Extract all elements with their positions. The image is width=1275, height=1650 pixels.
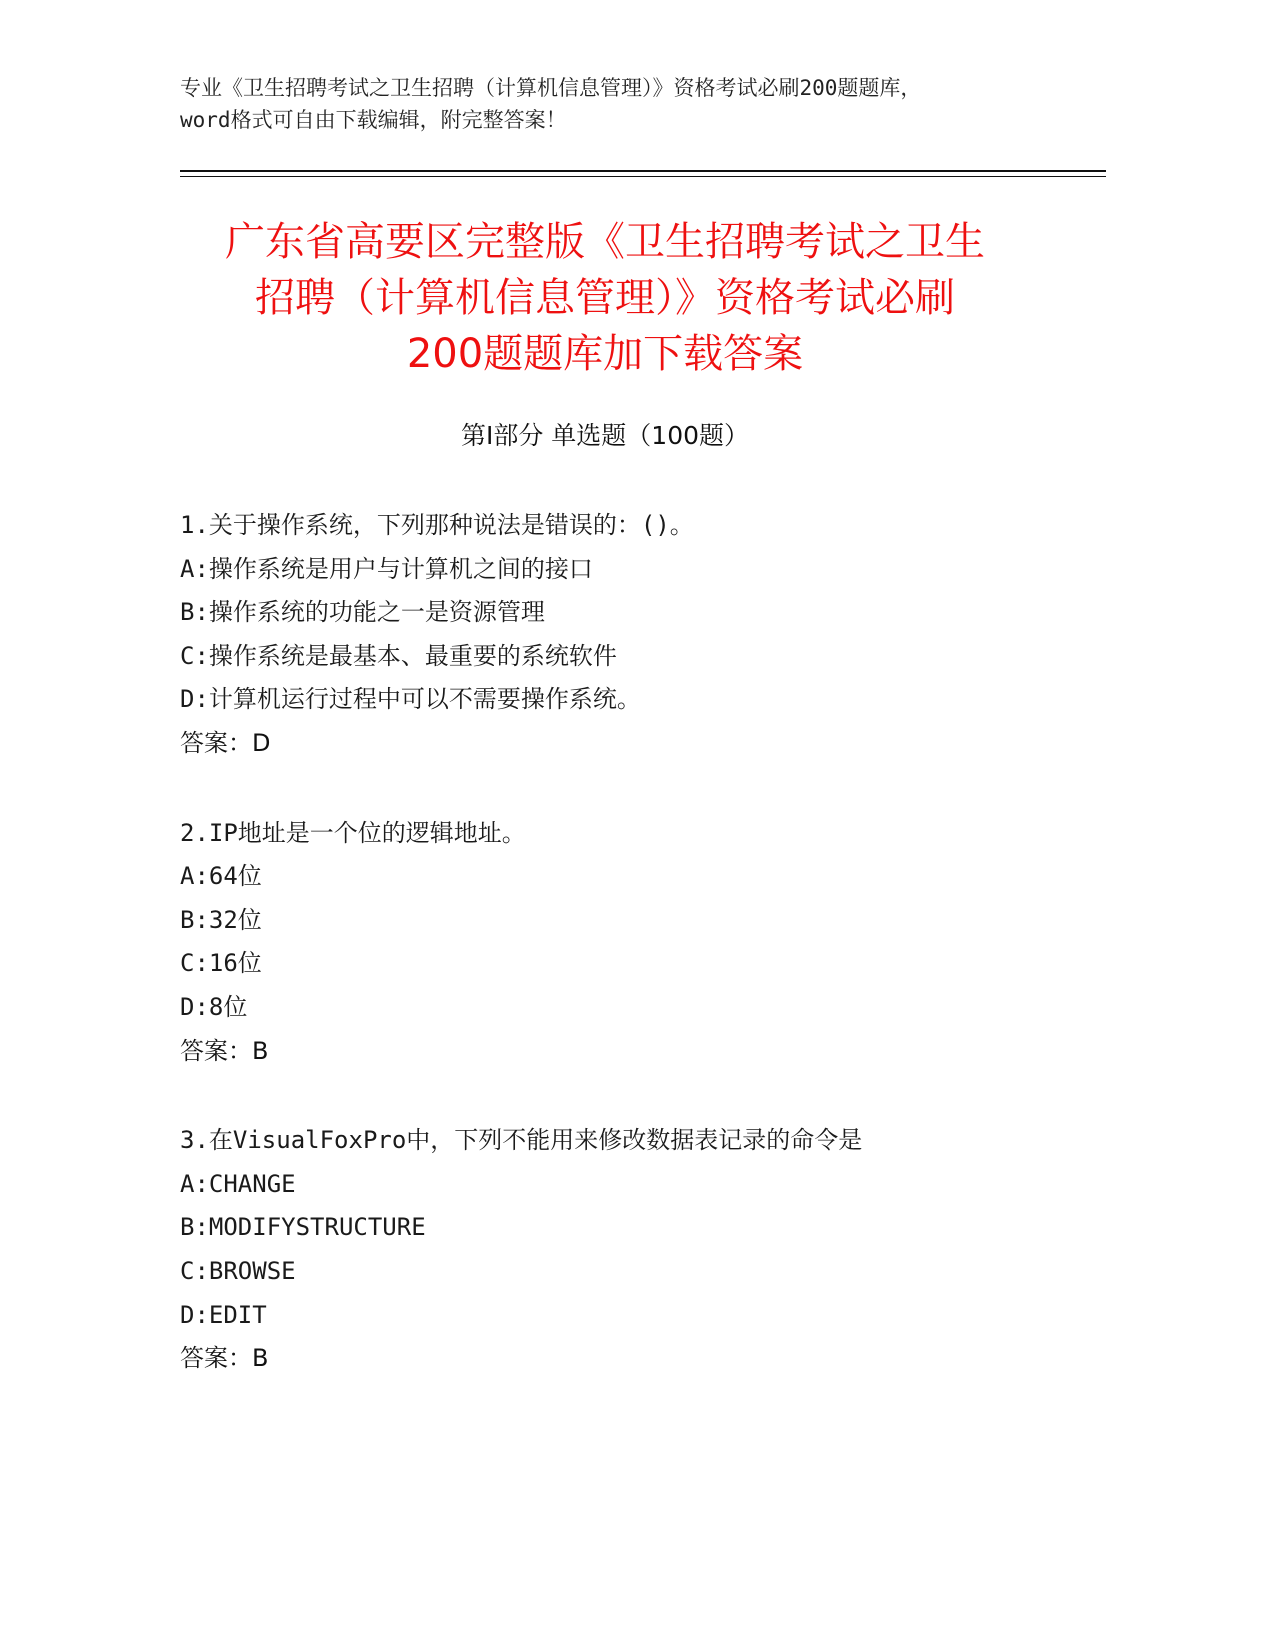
option-c: C:16位 [180,949,262,978]
option-a: A:操作系统是用户与计算机之间的接口 [180,554,593,583]
question-item [180,1119,1100,1381]
answer-line: 答案：D [180,728,271,757]
question-item [180,504,1100,766]
answer-line: 答案：B [180,1344,269,1373]
header-divider-thin [180,176,1106,177]
document-title [150,214,1060,382]
section-heading: 第Ⅰ部分 单选题（100题） [460,421,750,450]
question-stem: 2.IP地址是一个位的逻辑地址。 [180,818,526,847]
intro-line: 专业《卫生招聘考试之卫生招聘（计算机信息管理）》资格考试必刷200题题库， [180,76,922,100]
option-d: D:EDIT [180,1300,267,1329]
option-d: D:8位 [180,992,248,1021]
option-c: C:BROWSE [180,1256,296,1285]
answer-line: 答案：B [180,1036,269,1065]
option-b: B:MODIFYSTRUCTURE [180,1213,426,1242]
option-a: A:CHANGE [180,1169,296,1198]
intro-text [180,72,1100,136]
option-c: C:操作系统是最基本、最重要的系统软件 [180,641,617,670]
option-b: B:操作系统的功能之一是资源管理 [180,598,545,627]
question-stem: 3.在VisualFoxPro中，下列不能用来修改数据表记录的命令是 [180,1126,863,1155]
option-b: B:32位 [180,905,262,934]
title-line: 招聘（计算机信息管理）》资格考试必刷 [255,275,955,321]
header-divider-thick [180,170,1106,172]
question-list [180,504,1100,1427]
question-item [180,812,1100,1074]
option-a: A:64位 [180,862,262,891]
question-stem: 1.关于操作系统，下列那种说法是错误的：()。 [180,511,694,539]
intro-line: word格式可自由下载编辑，附完整答案！ [180,108,567,132]
option-d: D:计算机运行过程中可以不需要操作系统。 [180,685,641,714]
title-line: 200题题库加下载答案 [406,331,804,377]
title-line: 广东省高要区完整版《卫生招聘考试之卫生 [225,219,985,265]
